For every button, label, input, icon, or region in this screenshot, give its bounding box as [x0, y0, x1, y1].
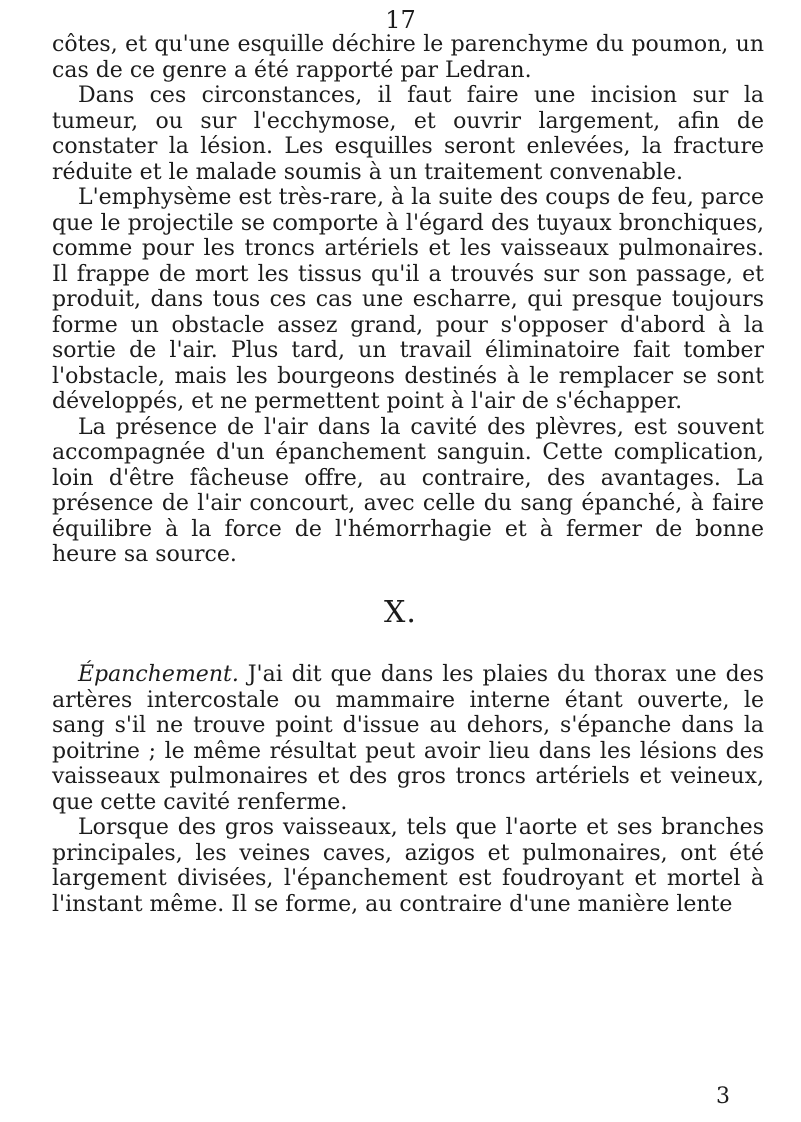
- paragraph-body: J'ai dit que dans les plaies du thorax une des artères intercostale ou mammaire interne étant ouverte, le sang s'il ne trouve point d'issue au dehors, s'épanche dans la poitrine ; le même résultat peut avoir lieu dans les lésions des vaisseaux pulmonaires et des gros troncs artériels et veineux, que cette cavité renferme.: [52, 662, 764, 815]
- section-heading: X.: [384, 595, 417, 630]
- paragraph: côtes, et qu'une esquille déchire le parenchyme du poumon, un cas de ce genre a été rapporté par Ledran.: [52, 32, 764, 83]
- signature-mark: 3: [716, 1084, 730, 1109]
- paragraph: L'emphysème est très-rare, à la suite des coups de feu, parce que le projectile se comporte à l'égard des tuyaux bronchiques, comme pour les troncs artériels et les vaisseaux pulmonaires. Il frappe de mort les tissus qu'il a trouvés sur son passage, et produit, dans tous ces cas une escharre, qui presque toujours forme un obstacle assez grand, pour s'opposer d'abord à la sortie de l'air. Plus tard, un travail éliminatoire fait tomber l'obstacle, mais les bourgeons destinés à le remplacer se sont développés, et ne permettent point à l'air de s'échapper.: [52, 185, 764, 414]
- body-text-bottom: [52, 662, 764, 917]
- paragraph-lead: Épanchement.: [78, 662, 239, 687]
- page-number: 17: [385, 6, 416, 34]
- paragraph: [52, 662, 764, 815]
- paragraph: Dans ces circonstances, il faut faire une incision sur la tumeur, ou sur l'ecchymose, et ouvrir largement, afin de constater la lésion. Les esquilles seront enlevées, la fracture réduite et le malade soumis à un traitement convenable.: [52, 83, 764, 185]
- body-text-top: [52, 32, 764, 568]
- paragraph-body: Lorsque des gros vaisseaux, tels que l'aorte et ses branches principales, les veines caves, azigos et pulmonaires, ont été largement divisées, l'épanchement est foudroyant et mortel à l'instant même. Il se forme, au contraire d'une manière lente: [52, 815, 764, 917]
- paragraph: La présence de l'air dans la cavité des plèvres, est souvent accompagnée d'un épanchement sanguin. Cette complication, loin d'être fâcheuse offre, au contraire, des avantages. La présence de l'air concourt, avec celle du sang épanché, à faire équilibre à la force de l'hémorrhagie et à fermer de bonne heure sa source.: [52, 414, 764, 567]
- paragraph: [52, 815, 764, 917]
